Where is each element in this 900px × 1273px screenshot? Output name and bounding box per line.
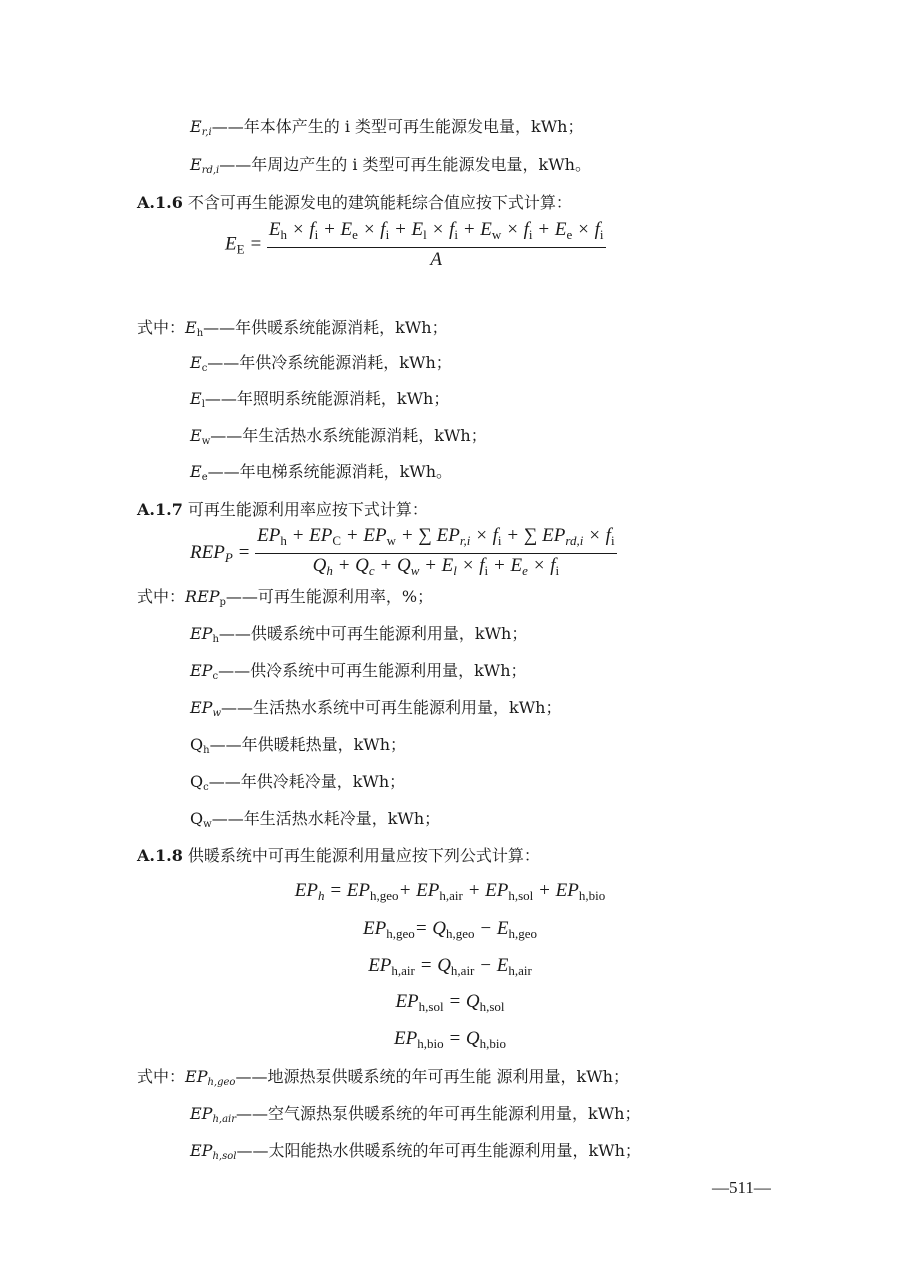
- def-ee: $E_e——$年电梯系统能源消耗，kWh。: [190, 462, 453, 483]
- clause-a16: A.1.6 不含可再生能源发电的建筑能耗综合值应按下式计算：: [137, 193, 572, 212]
- def-eh: 式中：$E_h——$年供暖系统能源消耗，kWh；: [137, 318, 448, 339]
- equation-a18-3: $EP_{h,air} = Q_{h,air} - E_{h,air}$: [368, 955, 532, 978]
- equation-a16-fraction: $\frac{E_h \times f_i + E_e \times f_i + E_l \times f_i + E_w \times f_i + E_e \times f_i}{A}$: [268, 219, 604, 270]
- def-eph-geo: 式中：$EP_{h,geo}——$地源热泵供暖系统的年可再生能 源利用量，kWh；: [137, 1067, 629, 1088]
- def-eph-air: $EP_{h,air}——$空气源热泵供暖系统的年可再生能源利用量，kWh；: [190, 1104, 641, 1125]
- def-eph: $EP_h——$供暖系统中可再生能源利用量，kWh；: [190, 624, 528, 645]
- equation-a17-fraction: $\frac{EP_h + EP_C + EP_w + \sum EP_{r,i} \times f_i + \sum EP_{rd,i} \times f_i}{Q_h + Q_c + Q_w + E_l \times f_i + E_e \times f_i}$: [257, 525, 615, 578]
- equation-a16: $E_E$ = $\frac{E_h \times f_i + E_e \times f_i + E_l \times f_i + E_w \times f_i + E_e \times f_i}{A}$: [225, 219, 604, 270]
- def-epw: $EP_w——$生活热水系统中可再生能源利用量，kWh；: [190, 698, 562, 719]
- equation-a18-1: $EP_h = EP_{h,geo}+ EP_{h,air} + EP_{h,sol} + EP_{h,bio}$: [294, 880, 606, 903]
- equation-a18-4: $EP_{h,sol} = Q_{h,sol}$: [395, 991, 505, 1014]
- def-rep: 式中：$REP_p——$可再生能源利用率，%；: [137, 587, 434, 608]
- equation-a18-2: $EP_{h,geo}= Q_{h,geo} - E_{h,geo}$: [362, 918, 538, 941]
- clause-a18: A.1.8 供暖系统中可再生能源利用量应按下列公式计算：: [137, 846, 540, 865]
- def-e-rdi: $E_{rd,i}——$年周边产生的 i 类型可再生能源发电量，kWh。: [190, 155, 591, 176]
- page-number: —511—: [712, 1178, 771, 1197]
- clause-a17: A.1.7 可再生能源利用率应按下式计算：: [137, 500, 428, 519]
- equation-a18-5: $EP_{h,bio} = Q_{h,bio}$: [393, 1028, 506, 1051]
- def-epc: $EP_c——$供冷系统中可再生能源利用量，kWh；: [190, 661, 527, 682]
- def-eph-sol: $EP_{h,sol}——$太阳能热水供暖系统的年可再生能源利用量，kWh；: [190, 1141, 641, 1162]
- def-qc: $Q_c——$年供冷耗冷量，kWh；: [190, 772, 406, 793]
- def-ew: $E_w——$年生活热水系统能源消耗，kWh；: [190, 426, 487, 447]
- def-qw: $Q_w——$年生活热水耗冷量，kWh；: [190, 809, 441, 830]
- equation-a17: $REP_P$ = $\frac{EP_h + EP_C + EP_w + \sum EP_{r,i} \times f_i + \sum EP_{rd,i} \times f_i}{Q_h + Q_c + Q_w + E_l \times f_i + E_e \times f_i}$: [190, 524, 617, 583]
- def-ec: $E_c——$年供冷系统能源消耗，kWh；: [190, 353, 452, 374]
- def-el: $E_l——$年照明系统能源消耗，kWh；: [190, 389, 450, 410]
- def-qh: $Q_h——$年供暖耗热量，kWh；: [190, 735, 407, 756]
- def-e-ri: $E_{r,i}——$年本体产生的 i 类型可再生能源发电量，kWh；: [190, 117, 584, 138]
